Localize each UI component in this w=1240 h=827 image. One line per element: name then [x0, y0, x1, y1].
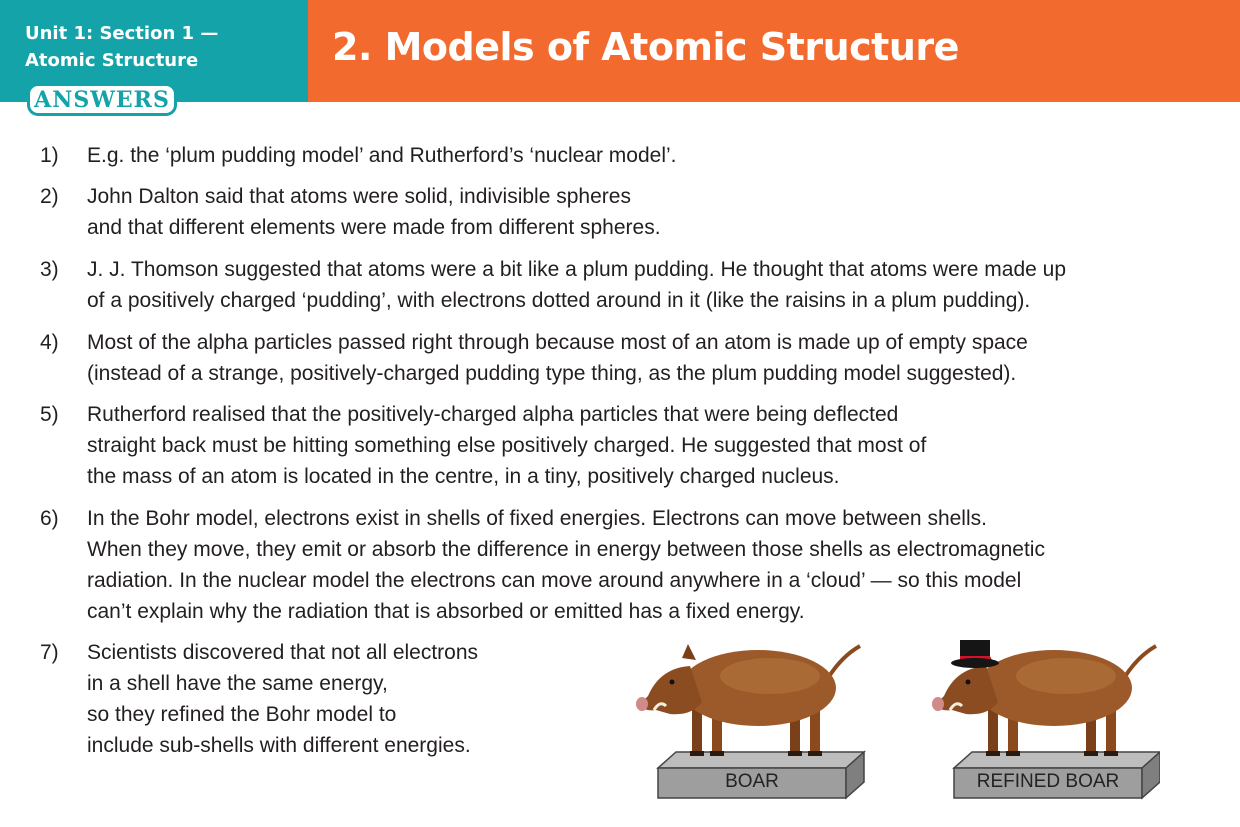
- answer-number: 1): [40, 144, 59, 167]
- answer-line: J. J. Thomson suggested that atoms were a bit like a plum pudding. He thought that atoms were made up: [87, 258, 1066, 281]
- answer-line: E.g. the ‘plum pudding model’ and Rutherford’s ‘nuclear model’.: [87, 144, 677, 167]
- answer-line: Rutherford realised that the positively-charged alpha particles that were being deflected: [87, 403, 899, 426]
- page-title: 2. Models of Atomic Structure: [332, 25, 959, 69]
- answer-line: Most of the alpha particles passed right through because most of an atom is made up of empty space: [87, 331, 1028, 354]
- boar-plinth-label: BOAR: [725, 771, 779, 792]
- answer-number: 2): [40, 185, 59, 208]
- answer-number: 7): [40, 641, 59, 664]
- unit-line-1: Unit 1: Section 1 —: [25, 23, 219, 44]
- answer-number: 6): [40, 507, 59, 530]
- answer-line: Scientists discovered that not all electrons: [87, 641, 479, 664]
- answer-number: 5): [40, 403, 59, 426]
- answer-line: When they move, they emit or absorb the difference in energy between those shells as electromagnetic: [87, 538, 1045, 561]
- answers-badge: ANSWERS: [27, 83, 177, 116]
- answer-line: and that different elements were made from different spheres.: [87, 216, 661, 239]
- answer-line: the mass of an atom is located in the centre, in a tiny, positively charged nucleus.: [87, 465, 840, 488]
- answer-line: straight back must be hitting something else positively charged. He suggested that most of: [87, 434, 927, 457]
- answer-line: (instead of a strange, positively-charged pudding type thing, as the plum pudding model suggested).: [87, 362, 1017, 385]
- unit-line-2: Atomic Structure: [25, 50, 199, 71]
- title-bar: [308, 0, 1240, 102]
- answer-line: In the Bohr model, electrons exist in shells of fixed energies. Electrons can move between shells.: [87, 507, 987, 530]
- answer-number: 3): [40, 258, 59, 281]
- answer-line: can’t explain why the radiation that is absorbed or emitted has a fixed energy.: [87, 600, 805, 623]
- answer-line: so they refined the Bohr model to: [87, 703, 397, 726]
- answer-line: include sub-shells with different energies.: [87, 734, 471, 757]
- answer-line: in a shell have the same energy,: [87, 672, 388, 695]
- unit-section-label: [25, 20, 218, 74]
- answer-line: radiation. In the nuclear model the electrons can move around anywhere in a ‘cloud’ — so this model: [87, 569, 1022, 592]
- refined-boar-plinth-label: REFINED BOAR: [976, 771, 1120, 792]
- answer-line: of a positively charged ‘pudding’, with electrons dotted around in it (like the raisins in a plum pudding).: [87, 289, 1031, 312]
- answer-number: 4): [40, 331, 59, 354]
- header: [0, 0, 1240, 113]
- boar-illustration: [620, 630, 1160, 810]
- answer-line: John Dalton said that atoms were solid, indivisible spheres: [87, 185, 631, 208]
